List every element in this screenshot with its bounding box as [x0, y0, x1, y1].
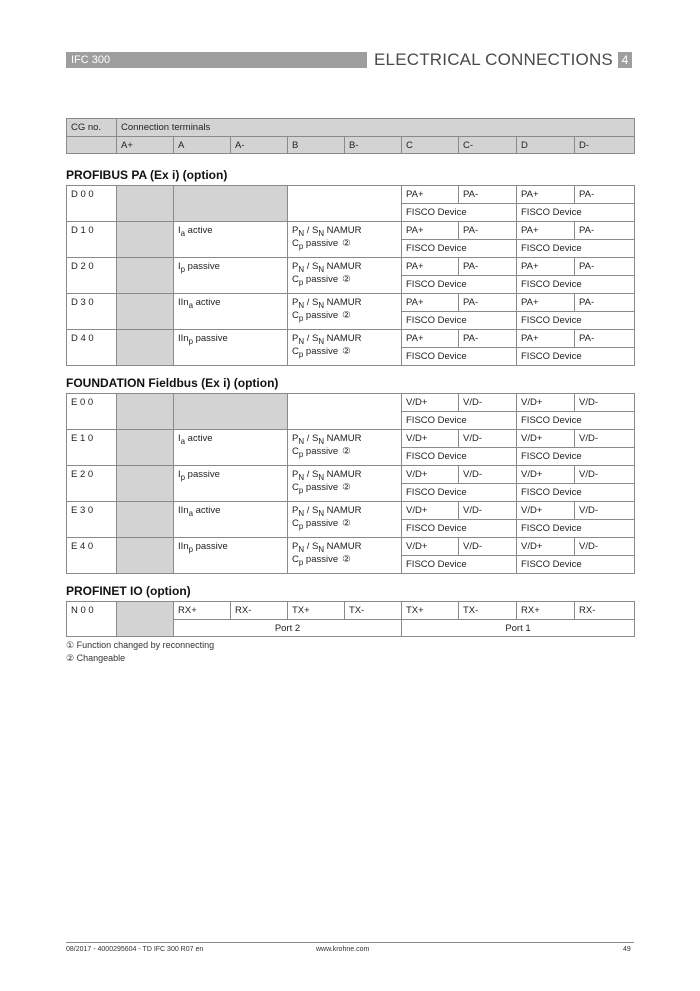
profibus-table [66, 185, 635, 366]
namur-sub-n2: N [318, 336, 325, 346]
namur-sub-n2: N [318, 264, 325, 274]
output-symbol: IIn [178, 297, 189, 308]
device-cell: FISCO Device [517, 484, 635, 502]
terminal-cell: PA- [575, 222, 635, 240]
passive-line [292, 346, 397, 359]
output-mode: passive [185, 469, 220, 480]
device-cell: FISCO Device [517, 412, 635, 430]
empty-cell [288, 394, 402, 430]
empty-cell [117, 502, 174, 538]
passive-line [292, 518, 397, 531]
profibus-section-title: PROFIBUS PA (Ex i) (option) [66, 168, 228, 182]
device-cell: FISCO Device [402, 556, 517, 574]
namur-label: NAMUR [324, 297, 362, 308]
cg-number: E 1 0 [67, 430, 117, 466]
namur-line [292, 541, 397, 554]
passive-line [292, 446, 397, 459]
footer-rule [66, 942, 634, 943]
terminal-cell: PA+ [517, 258, 575, 276]
terminal-cell: TX- [459, 602, 517, 620]
terminal-cell: V/D- [459, 538, 517, 556]
empty-cell [117, 186, 174, 222]
cg-number: D 0 0 [67, 186, 117, 222]
profinet-table [66, 601, 635, 637]
output-symbol: I [178, 225, 181, 236]
output-subscript: p [188, 544, 193, 554]
namur-line [292, 433, 397, 446]
namur-sub-n: N [298, 264, 305, 274]
cp-subscript: p [298, 521, 304, 531]
device-cell: FISCO Device [517, 520, 635, 538]
output-mode: active [185, 225, 213, 236]
terminal-cell: TX+ [402, 602, 459, 620]
page-number: 49 [623, 946, 631, 953]
device-cell: FISCO Device [517, 204, 635, 222]
namur-label: NAMUR [324, 541, 362, 552]
changeable-symbol: ② [342, 517, 351, 529]
output-subscript: a [180, 436, 186, 446]
cp-subscript: p [298, 449, 304, 459]
col-header: D- [575, 137, 635, 154]
output-mode: active [185, 433, 213, 444]
output-mode: active [192, 297, 221, 308]
terminal-cell: V/D+ [402, 502, 459, 520]
terminal-cell: RX- [575, 602, 635, 620]
namur-line [292, 225, 397, 238]
terminal-cell: PA+ [517, 294, 575, 312]
namur-label: NAMUR [324, 225, 362, 236]
cp-mode: passive [303, 237, 339, 249]
cp-mode: passive [303, 309, 339, 321]
col-header: C [402, 137, 459, 154]
cg-number: E 2 0 [67, 466, 117, 502]
terminal-cell: V/D+ [402, 394, 459, 412]
cp-symbol: C [292, 237, 299, 249]
namur-sub-n2: N [318, 472, 325, 482]
terminal-cell: V/D+ [402, 430, 459, 448]
current-output-cell [174, 502, 288, 538]
namur-sub-n: N [298, 472, 305, 482]
chapter-number: 4 [618, 52, 632, 68]
empty-cell [174, 394, 288, 430]
terminal-cell: V/D+ [402, 466, 459, 484]
current-output-cell [174, 222, 288, 258]
namur-label: NAMUR [324, 469, 362, 480]
terminal-cell: PA+ [402, 258, 459, 276]
terminal-cell: TX- [345, 602, 402, 620]
cg-number: D 2 0 [67, 258, 117, 294]
col-header: C- [459, 137, 517, 154]
namur-p: P [292, 261, 299, 272]
device-cell: FISCO Device [517, 348, 635, 366]
output-subscript: a [180, 228, 186, 238]
terminal-cell: V/D+ [402, 538, 459, 556]
namur-p: P [292, 541, 299, 552]
cp-mode: passive [303, 481, 339, 493]
status-output-cell [288, 430, 402, 466]
terminal-cell: V/D+ [517, 466, 575, 484]
current-output-cell [174, 430, 288, 466]
table-row [67, 222, 635, 240]
cg-number: E 3 0 [67, 502, 117, 538]
cg-number: E 4 0 [67, 538, 117, 574]
current-output-cell [174, 330, 288, 366]
device-cell: FISCO Device [402, 412, 517, 430]
output-mode: passive [192, 333, 228, 344]
namur-s: / S [304, 261, 319, 272]
cp-mode: passive [303, 553, 339, 565]
footer-document-id: 08/2017 - 4000295604 - TD IFC 300 R07 en [66, 946, 204, 953]
device-cell: FISCO Device [402, 240, 517, 258]
table-row [67, 430, 635, 448]
cp-subscript: p [298, 557, 304, 567]
namur-sub-n2: N [318, 300, 325, 310]
namur-label: NAMUR [324, 261, 362, 272]
product-name: IFC 300 [71, 54, 111, 66]
col-header: A [174, 137, 231, 154]
col-header: A+ [117, 137, 174, 154]
namur-p: P [292, 469, 299, 480]
terminal-cell: PA- [575, 258, 635, 276]
empty-cell [117, 602, 174, 637]
status-output-cell [288, 502, 402, 538]
terminal-cell: V/D- [575, 394, 635, 412]
namur-label: NAMUR [324, 433, 362, 444]
footnote-2: ② Changeable [66, 653, 126, 663]
passive-line [292, 482, 397, 495]
current-output-cell [174, 258, 288, 294]
device-cell: FISCO Device [517, 312, 635, 330]
col-header: B [288, 137, 345, 154]
profinet-section-title: PROFINET IO (option) [66, 584, 191, 598]
namur-sub-n: N [298, 436, 305, 446]
cg-number: D 3 0 [67, 294, 117, 330]
terminal-cell: PA+ [402, 330, 459, 348]
output-symbol: IIn [178, 505, 189, 516]
namur-line [292, 505, 397, 518]
terminal-cell: PA+ [517, 222, 575, 240]
namur-label: NAMUR [324, 333, 362, 344]
namur-p: P [292, 333, 299, 344]
cp-symbol: C [292, 481, 299, 493]
terminal-cell: V/D- [575, 538, 635, 556]
empty-cell [117, 222, 174, 258]
terminal-cell: V/D- [459, 502, 517, 520]
namur-line [292, 333, 397, 346]
device-cell: FISCO Device [517, 448, 635, 466]
cp-symbol: C [292, 445, 299, 457]
changeable-symbol: ② [342, 273, 351, 285]
cp-symbol: C [292, 517, 299, 529]
terminal-cell: PA- [459, 186, 517, 204]
namur-sub-n: N [298, 544, 305, 554]
terminal-cell: PA- [459, 258, 517, 276]
output-mode: active [192, 505, 221, 516]
namur-line [292, 297, 397, 310]
output-symbol: I [178, 261, 181, 272]
terminal-cell: RX- [231, 602, 288, 620]
terminal-cell: V/D- [575, 466, 635, 484]
namur-sub-n2: N [318, 544, 325, 554]
cp-subscript: p [298, 349, 304, 359]
terminal-cell: V/D- [459, 430, 517, 448]
terminal-cell: V/D- [459, 466, 517, 484]
cp-symbol: C [292, 273, 299, 285]
changeable-symbol: ② [342, 553, 351, 565]
output-symbol: I [178, 469, 181, 480]
namur-s: / S [304, 225, 319, 236]
port-2-label: Port 2 [174, 620, 402, 637]
terminal-cell: V/D- [575, 502, 635, 520]
device-cell: FISCO Device [517, 276, 635, 294]
empty-cell [117, 430, 174, 466]
terminal-cell: V/D- [459, 394, 517, 412]
namur-label: NAMUR [324, 505, 362, 516]
terminal-cell: PA- [575, 186, 635, 204]
cp-mode: passive [303, 273, 339, 285]
changeable-symbol: ② [342, 481, 351, 493]
namur-sub-n2: N [318, 436, 325, 446]
cp-symbol: C [292, 345, 299, 357]
output-symbol: IIn [178, 333, 189, 344]
terminal-cell: PA- [575, 330, 635, 348]
namur-s: / S [304, 541, 319, 552]
output-mode: passive [185, 261, 220, 272]
output-symbol: IIn [178, 541, 189, 552]
col-header: A- [231, 137, 288, 154]
namur-p: P [292, 433, 299, 444]
terminal-cell: RX+ [517, 602, 575, 620]
cp-symbol: C [292, 553, 299, 565]
status-output-cell [288, 538, 402, 574]
chapter-title: ELECTRICAL CONNECTIONS [374, 50, 613, 69]
changeable-symbol: ② [342, 237, 351, 249]
device-cell: FISCO Device [402, 520, 517, 538]
namur-p: P [292, 505, 299, 516]
empty-cell [117, 538, 174, 574]
output-subscript: p [180, 472, 186, 482]
namur-line [292, 469, 397, 482]
namur-p: P [292, 225, 299, 236]
output-subscript: a [188, 508, 193, 518]
terminal-header-table [66, 118, 635, 154]
terminal-cell: V/D+ [517, 502, 575, 520]
output-mode: passive [192, 541, 228, 552]
footer-website: www.krohne.com [316, 946, 370, 953]
terminal-cell: TX+ [288, 602, 345, 620]
cp-subscript: p [298, 241, 304, 251]
cp-mode: passive [303, 345, 339, 357]
table-row [67, 330, 635, 348]
cg-number: N 0 0 [67, 602, 117, 637]
terminal-cell: RX+ [174, 602, 231, 620]
terminal-cell: PA- [575, 294, 635, 312]
passive-line [292, 310, 397, 323]
cg-number: E 0 0 [67, 394, 117, 430]
empty-cell [117, 258, 174, 294]
device-cell: FISCO Device [402, 312, 517, 330]
device-cell: FISCO Device [402, 204, 517, 222]
current-output-cell [174, 294, 288, 330]
status-output-cell [288, 466, 402, 502]
device-cell: FISCO Device [517, 556, 635, 574]
table-row [67, 502, 635, 520]
device-cell: FISCO Device [402, 448, 517, 466]
cg-number: D 4 0 [67, 330, 117, 366]
cp-subscript: p [298, 313, 304, 323]
port-1-label: Port 1 [402, 620, 635, 637]
current-output-cell [174, 538, 288, 574]
footnote-1: ① Function changed by reconnecting [66, 640, 215, 650]
namur-sub-n: N [298, 228, 305, 238]
namur-s: / S [304, 297, 319, 308]
namur-s: / S [304, 433, 319, 444]
col-header: B- [345, 137, 402, 154]
terminal-cell: V/D+ [517, 394, 575, 412]
empty-cell [117, 466, 174, 502]
empty-cell [288, 186, 402, 222]
output-subscript: p [188, 336, 193, 346]
terminal-cell: PA+ [402, 186, 459, 204]
namur-sub-n: N [298, 336, 305, 346]
output-symbol: I [178, 433, 181, 444]
status-output-cell [288, 222, 402, 258]
device-cell: FISCO Device [402, 484, 517, 502]
empty-cell [117, 330, 174, 366]
table-row [67, 466, 635, 484]
empty-cell [117, 394, 174, 430]
namur-line [292, 261, 397, 274]
current-output-cell [174, 466, 288, 502]
terminal-cell: PA+ [517, 186, 575, 204]
cg-no-header: CG no. [67, 119, 117, 137]
cp-mode: passive [303, 445, 339, 457]
passive-line [292, 274, 397, 287]
namur-p: P [292, 297, 299, 308]
empty-cell [174, 186, 288, 222]
namur-s: / S [304, 333, 319, 344]
table-row [67, 538, 635, 556]
terminal-cell: PA+ [402, 294, 459, 312]
terminal-cell: V/D- [575, 430, 635, 448]
device-cell: FISCO Device [517, 240, 635, 258]
device-cell: FISCO Device [402, 276, 517, 294]
terminal-cell: V/D+ [517, 430, 575, 448]
terminal-cell: PA- [459, 294, 517, 312]
namur-sub-n: N [298, 508, 305, 518]
col-header: D [517, 137, 575, 154]
changeable-symbol: ② [342, 309, 351, 321]
passive-line [292, 554, 397, 567]
terminal-cell: PA+ [517, 330, 575, 348]
output-subscript: p [180, 264, 186, 274]
namur-s: / S [304, 469, 319, 480]
table-row [67, 294, 635, 312]
status-output-cell [288, 258, 402, 294]
device-cell: FISCO Device [402, 348, 517, 366]
cg-number: D 1 0 [67, 222, 117, 258]
header-spacer [67, 137, 117, 154]
changeable-symbol: ② [342, 345, 351, 357]
foundation-section-title: FOUNDATION Fieldbus (Ex i) (option) [66, 376, 279, 390]
terminal-cell: V/D+ [517, 538, 575, 556]
cp-subscript: p [298, 277, 304, 287]
header-bar [66, 52, 367, 68]
table-row [67, 394, 635, 412]
cp-mode: passive [303, 517, 339, 529]
terminal-cell: PA- [459, 330, 517, 348]
empty-cell [117, 294, 174, 330]
output-subscript: a [188, 300, 193, 310]
cp-symbol: C [292, 309, 299, 321]
namur-s: / S [304, 505, 319, 516]
connection-terminals-header: Connection terminals [117, 119, 635, 137]
namur-sub-n2: N [318, 228, 325, 238]
table-row [67, 258, 635, 276]
table-row [67, 186, 635, 204]
terminal-cell: PA+ [402, 222, 459, 240]
status-output-cell [288, 294, 402, 330]
status-output-cell [288, 330, 402, 366]
namur-sub-n2: N [318, 508, 325, 518]
passive-line [292, 238, 397, 251]
foundation-table [66, 393, 635, 574]
changeable-symbol: ② [342, 445, 351, 457]
terminal-cell: PA- [459, 222, 517, 240]
namur-sub-n: N [298, 300, 305, 310]
cp-subscript: p [298, 485, 304, 495]
